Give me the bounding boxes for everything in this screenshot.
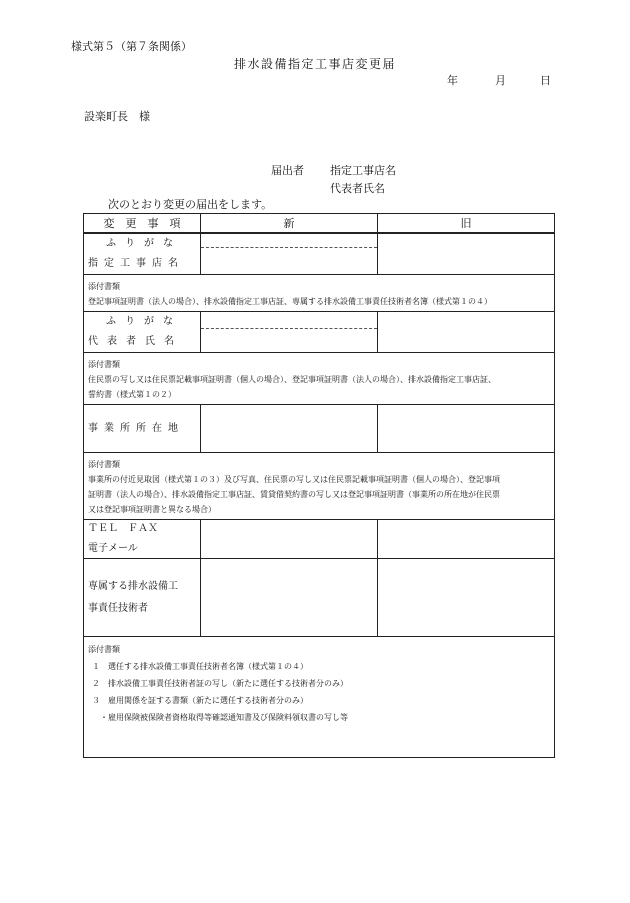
col-item-header: 変 更 事 項 xyxy=(84,214,201,234)
form-number: 様式第５（第７条関係） xyxy=(71,40,192,53)
office-new-input[interactable] xyxy=(201,405,378,453)
engineer-label-line2: 事責任技術者 xyxy=(88,602,148,614)
attachment-line: 登記事項証明書（法人の場合）、排水設備指定工事店証、専属する排水設備工事責任技術者名簿（様式第１の４） xyxy=(88,297,492,306)
change-table xyxy=(83,213,555,758)
table-row xyxy=(84,275,555,312)
store-old-input[interactable] xyxy=(378,233,555,275)
attachment-line: 事業所の付近見取図（様式第１の３）及び写真、住民票の写し又は住民票記載事項証明書（個人の場合）、登記事項 xyxy=(88,475,500,484)
rep-name-label: 代表者氏名 xyxy=(88,336,183,347)
contact-label-cell xyxy=(84,520,201,559)
rep-name-field-label: 代表者氏名 xyxy=(330,182,385,195)
engineer-label-cell xyxy=(84,559,201,637)
attachments-title: 添付書類 xyxy=(88,282,120,291)
rep-old-input[interactable] xyxy=(378,312,555,353)
attachments-title: 添付書類 xyxy=(88,360,120,369)
rep-name-label-cell xyxy=(84,312,201,353)
table-row xyxy=(84,559,555,637)
document-title: 排水設備指定工事店変更届 xyxy=(233,57,396,71)
attachments-title: 添付書類 xyxy=(88,645,120,654)
attachment-line: ２ 排水設備工事責任技術者証の写し（新たに選任する技術者分のみ） xyxy=(92,679,348,688)
attachments-title: 添付書類 xyxy=(88,460,120,469)
col-new-header: 新 xyxy=(201,214,378,234)
date-day-label: 日 xyxy=(540,74,551,87)
table-row xyxy=(84,233,555,275)
store-new-furigana-field[interactable] xyxy=(201,234,377,248)
table-row xyxy=(84,405,555,453)
intro-text: 次のとおり変更の届出をします。 xyxy=(108,198,273,211)
store-attachments xyxy=(84,275,555,312)
engineer-attachments xyxy=(84,637,555,758)
attachment-line: 又は登記事項証明書と異なる場合） xyxy=(88,505,216,514)
attachment-line: １ 選任する排水設備工事責任技術者名簿（様式第１の４） xyxy=(92,662,308,671)
applicant-label: 届出者 xyxy=(271,164,304,177)
engineer-label-line1: 専属する排水設備工 xyxy=(88,580,178,592)
rep-attachments xyxy=(84,353,555,405)
date-month-label: 月 xyxy=(495,74,506,87)
rep-new-input[interactable] xyxy=(201,312,378,353)
office-location-label: 事業所所在地 xyxy=(84,405,201,453)
attachment-line: ３ 雇用関係を証する書類（新たに選任する技術者分のみ） xyxy=(92,696,308,705)
office-old-input[interactable] xyxy=(378,405,555,453)
office-attachments xyxy=(84,453,555,520)
addressee: 設楽町長 様 xyxy=(84,110,150,123)
store-new-input[interactable] xyxy=(201,233,378,275)
table-row xyxy=(84,637,555,758)
attachment-line: 証明書（法人の場合）、排水設備指定工事店証、賃貸借契約書の写し又は登記事項証明書（事業所の所在地が住民票 xyxy=(88,490,500,499)
store-furigana-label: ふりがな xyxy=(106,238,182,249)
contact-new-input[interactable] xyxy=(201,520,378,559)
col-old-header: 旧 xyxy=(378,214,555,234)
attachment-line: 住民票の写し又は住民票記載事項証明書（個人の場合）、登記事項証明書（法人の場合）、排水設備指定工事店証、 xyxy=(88,375,496,384)
table-row xyxy=(84,312,555,353)
date-year-label: 年 xyxy=(447,74,458,87)
attachment-line: ・雇用保険被保険者資格取得等確認通知書及び保険料領収書の写し等 xyxy=(100,713,348,722)
table-row xyxy=(84,453,555,520)
store-name-field-label: 指定工事店名 xyxy=(330,164,396,177)
attachment-line: 誓約書（様式第１の２） xyxy=(88,390,176,399)
tel-fax-label: ＴＥＬ ＦＡＸ xyxy=(88,523,158,534)
contact-old-input[interactable] xyxy=(378,520,555,559)
store-name-label: 指定工事店名 xyxy=(88,258,184,269)
engineer-new-input[interactable] xyxy=(201,559,378,637)
table-header-row xyxy=(84,214,555,234)
table-row xyxy=(84,520,555,559)
email-label: 電子メール xyxy=(88,543,138,554)
table-row xyxy=(84,353,555,405)
rep-furigana-label: ふりがな xyxy=(106,316,182,327)
rep-new-furigana-field[interactable] xyxy=(201,312,377,329)
engineer-old-input[interactable] xyxy=(378,559,555,637)
store-name-label-cell xyxy=(84,233,201,275)
